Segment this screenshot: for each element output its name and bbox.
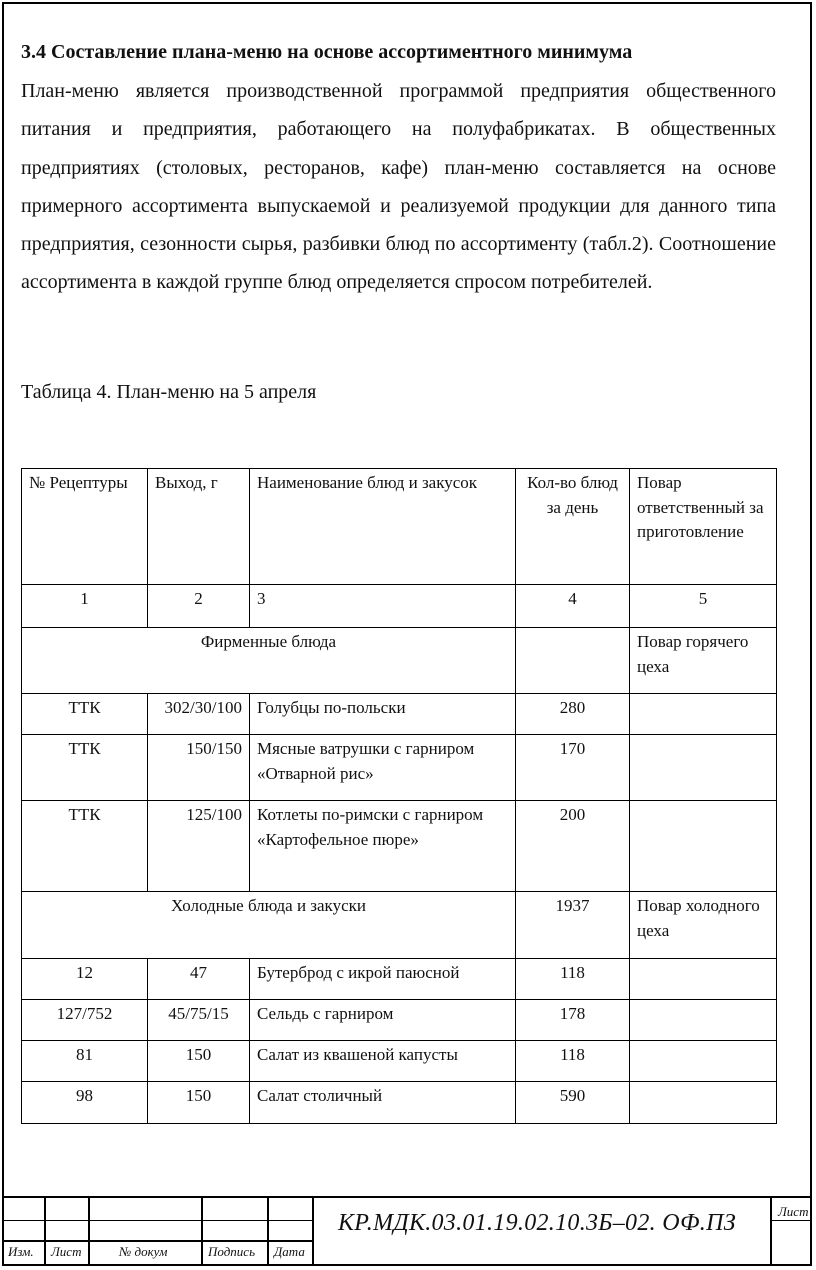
menu-plan-table (21, 468, 777, 1124)
cell-qty: 178 (516, 1000, 630, 1041)
table-row (22, 959, 777, 1000)
stamp-label-sheet: Лист (51, 1244, 82, 1259)
stamp-divider (770, 1198, 772, 1266)
stamp-label-change: Изм. (8, 1244, 34, 1259)
stamp-divider (88, 1198, 90, 1266)
stamp-divider (201, 1198, 203, 1266)
section-heading: 3.4 Составление плана-меню на основе ассортиментного минимума (21, 41, 633, 63)
header-yield: Выход, г (148, 469, 250, 585)
cell-yield: 302/30/100 (148, 694, 250, 735)
stamp-label-date: Дата (274, 1244, 305, 1259)
cell-yield: 125/100 (148, 801, 250, 892)
header-recipe: № Рецептуры (22, 469, 148, 585)
group-row (22, 628, 777, 694)
table-row (22, 735, 777, 801)
cell-qty: 118 (516, 959, 630, 1000)
body-paragraph: План-меню является производственной программой предприятия общественного питания и предприятия, работающего на полуфабрикатах. В общественных предприятиях (столовых, ресторанов, кафе) план-меню составляется на основе примерного ассортимента выпускаемой и реализуемой продукции для данного типа предприятия, сезонности сырья, разбивки блюд по ассортименту (табл.2). Соотношение ассортимента в каждой группе блюд определяется спросом потребителей. (21, 80, 776, 294)
col-number: 5 (630, 585, 777, 628)
table-header-row (22, 469, 777, 585)
col-number: 3 (250, 585, 516, 628)
stamp-row-line (2, 1220, 312, 1221)
group-count: 1937 (516, 892, 630, 959)
cell-cook (630, 694, 777, 735)
table-number-row (22, 585, 777, 628)
cell-qty: 170 (516, 735, 630, 801)
stamp-divider (44, 1198, 46, 1266)
table-row (22, 801, 777, 892)
stamp-label-signature: Подпись (208, 1244, 255, 1259)
cell-recipe: ТТК (22, 735, 148, 801)
title-block-stamp (2, 1196, 812, 1266)
cell-name: Голубцы по-польски (250, 694, 516, 735)
table-row (22, 1041, 777, 1082)
cell-recipe: ТТК (22, 694, 148, 735)
cell-name: Бутерброд с икрой паюсной (250, 959, 516, 1000)
document-code: КР.МДК.03.01.19.02.10.3Б–02. ОФ.ПЗ (338, 1210, 736, 1236)
table-caption: Таблица 4. План-меню на 5 апреля (21, 381, 317, 403)
cell-cook (630, 959, 777, 1000)
cell-recipe: 12 (22, 959, 148, 1000)
cell-qty: 280 (516, 694, 630, 735)
header-name: Наименование блюд и закусок (250, 469, 516, 585)
cell-yield: 150 (148, 1082, 250, 1124)
stamp-label-doc: № докум (119, 1244, 168, 1259)
cell-yield: 45/75/15 (148, 1000, 250, 1041)
stamp-divider (312, 1198, 314, 1266)
header-qty: Кол-во блюд за день (516, 469, 630, 585)
cell-name: Мясные ватрушки с гарниром «Отварной рис» (250, 735, 516, 801)
group-count (516, 628, 630, 694)
cell-name: Сельдь с гарниром (250, 1000, 516, 1041)
cell-recipe: ТТК (22, 801, 148, 892)
stamp-row-line (2, 1240, 312, 1242)
cell-name: Салат из квашеной капусты (250, 1041, 516, 1082)
cell-cook (630, 1082, 777, 1124)
group-title: Холодные блюда и закуски (22, 892, 516, 959)
group-title: Фирменные блюда (22, 628, 516, 694)
group-cook: Повар холодного цеха (630, 892, 777, 959)
cell-name: Котлеты по-римски с гарниром «Картофельное пюре» (250, 801, 516, 892)
group-cook: Повар горячего цеха (630, 628, 777, 694)
stamp-sheet-label: Лист (778, 1204, 809, 1219)
cell-recipe: 81 (22, 1041, 148, 1082)
group-row (22, 892, 777, 959)
table-row (22, 1000, 777, 1041)
cell-qty: 590 (516, 1082, 630, 1124)
cell-yield: 47 (148, 959, 250, 1000)
cell-name: Салат столичный (250, 1082, 516, 1124)
col-number: 1 (22, 585, 148, 628)
cell-cook (630, 801, 777, 892)
header-cook: Повар ответственный за приготовление (630, 469, 777, 585)
cell-yield: 150/150 (148, 735, 250, 801)
cell-recipe: 98 (22, 1082, 148, 1124)
table-row (22, 1082, 777, 1124)
cell-cook (630, 735, 777, 801)
stamp-row-line (770, 1220, 812, 1221)
col-number: 2 (148, 585, 250, 628)
stamp-divider (267, 1198, 269, 1266)
cell-cook (630, 1000, 777, 1041)
cell-qty: 118 (516, 1041, 630, 1082)
cell-yield: 150 (148, 1041, 250, 1082)
cell-cook (630, 1041, 777, 1082)
table-row (22, 694, 777, 735)
cell-qty: 200 (516, 801, 630, 892)
col-number: 4 (516, 585, 630, 628)
cell-recipe: 127/752 (22, 1000, 148, 1041)
